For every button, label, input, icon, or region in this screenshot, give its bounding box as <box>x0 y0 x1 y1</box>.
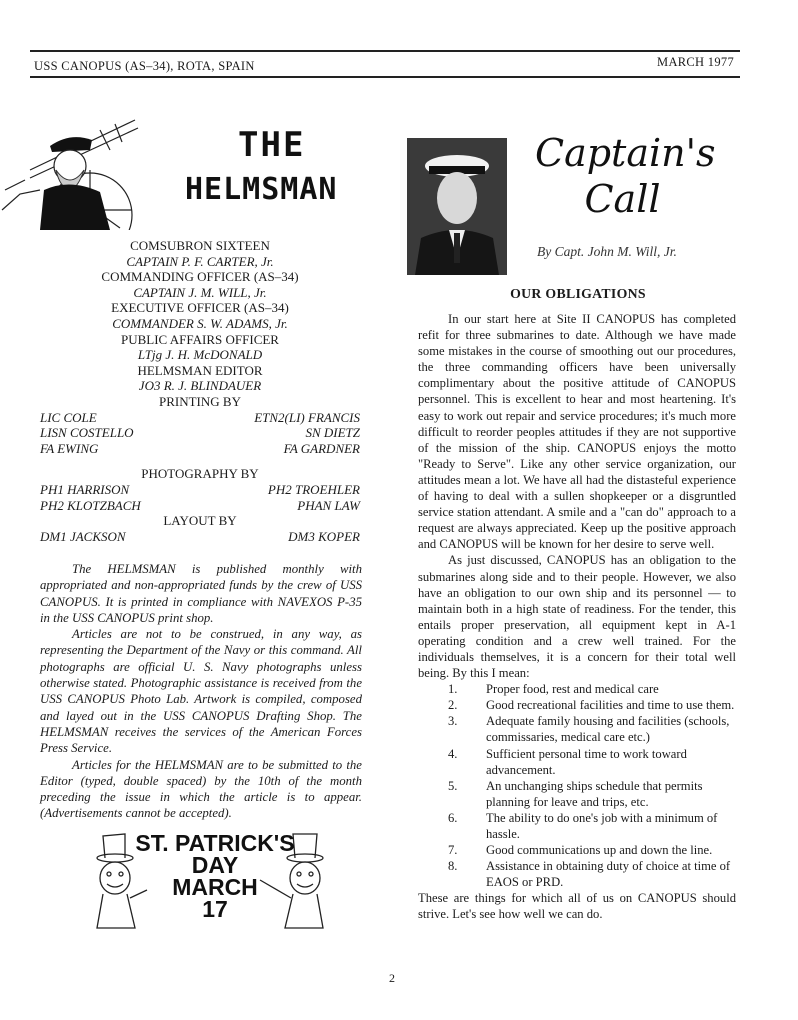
staff-listing <box>40 238 360 544</box>
captain-portrait <box>407 138 507 275</box>
staff-name-row <box>40 425 360 441</box>
staff-line: CAPTAIN J. M. WILL, Jr. <box>133 284 267 300</box>
list-item-number: 6. <box>448 810 458 825</box>
st-patricks-line1: ST. PATRICK'S <box>135 830 295 856</box>
staff-name-row <box>40 441 360 457</box>
st-patricks-line4: 17 <box>202 896 228 922</box>
article-body <box>418 311 736 923</box>
staff-line: COMMANDER S. W. ADAMS, Jr. <box>112 315 288 331</box>
list-item-text: Good communications up and down the line. <box>486 843 713 858</box>
photography-label: PHOTOGRAPHY BY <box>141 466 259 482</box>
list-item-number: 8. <box>448 859 458 874</box>
staff-name-row <box>40 482 360 498</box>
list-item-number: 3. <box>448 714 458 729</box>
staff-name: ETN2(LI) FRANCIS <box>254 409 360 425</box>
list-item-text: An unchanging ships schedule that permits planning for leave and trips, etc. <box>486 778 703 809</box>
obligations-list <box>418 681 736 890</box>
list-item <box>418 713 736 745</box>
masthead-the: THE <box>238 125 306 165</box>
list-item-text: Sufficient personal time to work toward advancement. <box>486 746 687 777</box>
column-title-line1: Captain's <box>535 131 716 175</box>
publication-paragraph: The HELMSMAN is published monthly with appropriated and non-appropriated funds by the crew of USS CANOPUS. It is printed in compliance with NAVEXOS P-35 in the USS CANOPUS print shop. <box>40 562 362 625</box>
staff-line: PUBLIC AFFAIRS OFFICER <box>121 331 279 347</box>
article-heading: OUR OBLIGATIONS <box>510 286 646 301</box>
list-item-text: Proper food, rest and medical care <box>486 682 659 697</box>
helmsman-illustration <box>0 110 160 230</box>
staff-line: JO3 R. J. BLINDAUER <box>138 378 262 394</box>
staff-name-row <box>40 498 360 514</box>
list-item-text: Adequate family housing and facilities (schools, commissaries, medical care etc.) <box>486 714 730 745</box>
staff-name: PH1 HARRISON <box>40 481 130 497</box>
staff-line: HELMSMAN EDITOR <box>137 362 263 378</box>
header-top-rule <box>30 50 740 52</box>
staff-name: LIC COLE <box>40 409 97 425</box>
list-item <box>418 810 736 842</box>
staff-name: DM3 KOPER <box>288 528 360 544</box>
staff-line: EXECUTIVE OFFICER (AS–34) <box>111 300 289 316</box>
staff-line: CAPTAIN P. F. CARTER, Jr. <box>126 253 274 269</box>
article-paragraph: As just discussed, CANOPUS has an obligation to the submarines along side and to their people. However, we also have an obligation to our own ship and its personnel — to maintain both in a high state of readiness. For the tender, this entails proper preservation, all equipment kept in A-1 operating condition and a crew well trained. For the individuals themselves, it is a concern for their total well being. By this I mean: <box>418 553 736 681</box>
list-item <box>418 746 736 778</box>
staff-name: PH2 TROEHLER <box>267 481 360 497</box>
header-ship-name: USS CANOPUS (AS–34), ROTA, SPAIN <box>34 59 255 73</box>
list-item <box>418 858 736 890</box>
publication-paragraph: Articles are not to be construed, in any way, as representing the Department of the Navy or this command. All photographs are official U. S. Navy photographs unless otherwise stated. Photographic assistance is received from the USS CANOPUS Photo Lab. Artwork is compiled, composed and layed out in the USS CANOPUS Drafting Shop. The HELMSMAN receives the services of the American Forces Press Service. <box>40 627 362 756</box>
article-closing: These are things for which all of us on CANOPUS should strive. Let's see how well we can do. <box>418 891 736 922</box>
staff-name: SN DIETZ <box>305 425 360 441</box>
staff-name: PHAN LAW <box>297 497 360 513</box>
masthead-title: HELMSMAN <box>185 172 338 207</box>
staff-name: PH2 KLOTZBACH <box>40 497 141 513</box>
staff-name: LISN COSTELLO <box>40 425 134 441</box>
layout-label: LAYOUT BY <box>163 513 237 529</box>
staff-line: LTjg J. H. McDONALD <box>137 347 263 363</box>
list-item-text: Assistance in obtaining duty of choice at time of EAOS or PRD. <box>486 859 731 890</box>
st-patricks-line2: DAY <box>191 852 239 878</box>
publication-notice <box>40 561 362 822</box>
list-item <box>418 681 736 697</box>
list-item-number: 5. <box>448 778 458 793</box>
list-item <box>418 697 736 713</box>
article-paragraph: In our start here at Site II CANOPUS has completed refit for three submarines to date. Although we have made some mistakes in the course of smoothing out our procedures, the three commanding officers have been universally complimentary about the positive attitude of CANOPUS personnel. This is excellent to hear and most heartening. It's easy to work out repair and service procedures; it's much more difficult to reorder peoples attitudes if they are not supportive of the mission of the ship. CANOPUS enjoys the motto "Ready to Serve". Like any other service organization, our attitudes mean a lot. We have all had the distasteful experience of having to deal with a sullen shopkeeper or a disgruntled service station attendant. A smile and a "can do" approach to a request are always appreciated. Keep up the positive approach and CANOPUS will be known for her desire to serve well. <box>418 312 736 552</box>
list-item <box>418 842 736 858</box>
printing-label: PRINTING BY <box>159 393 241 409</box>
header-bottom-rule <box>30 76 740 78</box>
staff-name-row <box>40 529 360 545</box>
st-patricks-day-banner <box>120 832 310 920</box>
list-item-number: 7. <box>448 843 458 858</box>
staff-name-row <box>40 410 360 426</box>
list-item <box>418 778 736 810</box>
list-item-number: 2. <box>448 698 458 713</box>
page-number: 2 <box>389 971 395 985</box>
st-patricks-line3: MARCH <box>172 874 258 900</box>
staff-name: FA GARDNER <box>283 440 360 456</box>
staff-name: DM1 JACKSON <box>40 528 126 544</box>
header-date: MARCH 1977 <box>657 55 734 69</box>
publication-paragraph: Articles for the HELMSMAN are to be submitted to the Editor (typed, double spaced) by the 10th of the month preceding the issue in which the article is to appear. (Advertisements cannot be accepted). <box>40 757 362 821</box>
staff-name: FA EWING <box>40 440 99 456</box>
list-item-text: The ability to do one's job with a minimum of hassle. <box>486 810 718 841</box>
list-item-number: 1. <box>448 682 458 697</box>
list-item-text: Good recreational facilities and time to use them. <box>486 698 735 713</box>
column-title-line2: Call <box>584 177 661 221</box>
staff-line: COMSUBRON SIXTEEN <box>130 238 270 253</box>
byline: By Capt. John M. Will, Jr. <box>537 244 677 259</box>
staff-line: COMMANDING OFFICER (AS–34) <box>101 269 299 285</box>
list-item-number: 4. <box>448 746 458 761</box>
column-title <box>535 130 716 222</box>
